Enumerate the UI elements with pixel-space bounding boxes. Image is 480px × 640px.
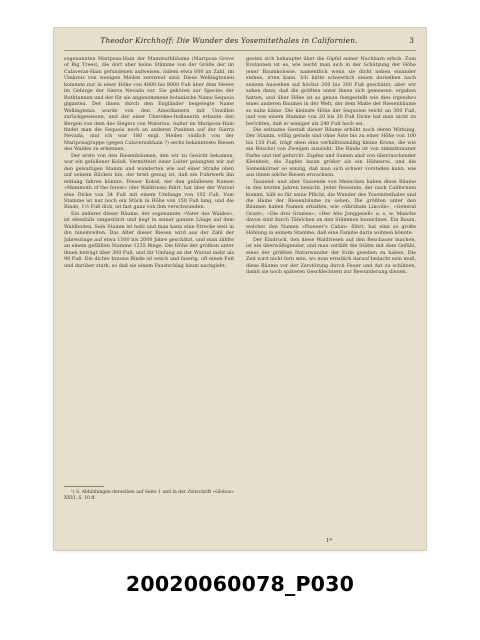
paragraph: Ein anderer dieser Bäume, der sogenannte »Vater des Waldes«, ist ebenfalls umgestürzt und liegt in seiner ganzen Länge auf dem Waldboden. Sein Stamm ist hohl und man kann eine Strecke weit in ihn hineinreiten. Das Alter dieser Riesen wird aus der Zahl der Jahresringe auf etwa 1500 bis 2000 Jahre geschätzt, und man zählte an einem gefällten Stamme 1255 Ringe. Die Höhe der größten unter ihnen beträgt über 300 Fuß, und ihr Umfang an der Wurzel mehr als 90 Fuß. Die dichte braune Rinde ist weich und faserig, oft einen Fuß und darüber stark, so daß sie einem Faustschlag kaum nachgiebt. xyxy=(64,210,234,269)
page-header xyxy=(64,36,416,51)
paragraph: Die seltsame Gestalt dieser Bäume erhöht noch deren Wirkung. Der Stamm, völlig gerade und ohne Äste bis zu einer Höhe von 100 bis 150 Fuß, trägt oben eine verhältnismäßig kleine Krone, die wie ein Büschel von Zweigen aussieht. Die Rinde ist von zimmtbrauner Farbe und tief gefurcht. Zapfen und Samen sind von überraschender Kleinheit; die Zapfen kaum größer als ein Hühnerei, und die Samenkörner so winzig, daß man sich schwer vorstellen kann, wie aus ihnen solche Riesen erwachsen. xyxy=(246,126,416,179)
paragraph: Tausend- und aber Tausende von Menschen haben diese Bäume in den letzten Jahren besucht. Jeder Reisende, der nach Californien kommt, hält es für seine Pflicht, die Wunder des Yosemitethales und die Haine der Riesenbäume zu sehen. Die größten unter den Bäumen haben Namen erhalten, wie »Abraham Lincoln«, »General Grant«, »Die drei Grazien«, »Der Alte Junggesell« u. s. w. Manche davon sind durch Täfelchen an den Stämmen bezeichnet. Ein Baum, welcher den Namen »Pioneer's Cabin« führt, hat eine so große Höhlung in seinem Stamme, daß eine Familie darin wohnen könnte. xyxy=(246,178,416,237)
signature-mark: 1* xyxy=(326,538,333,544)
left-column-body xyxy=(64,56,234,480)
paragraph: gesten sich behauptet über die Gipfel seiner Nachbarn erhob. Zum Erstaunen ist es, wie leicht man sich in der Schätzung der Höhe jener Baumkolosse, namentlich wenn sie dicht neben einander stehen, irren kann. Ich hätte schwerlich einem derselben nach seinem Aussehen auf höchst 200 bis 300 Fuß geschätzt; aber wir sahen dann, daß die größten unter ihnen sich gemessen, ergaben hatten, und über Höhe ist so genau festgestellt wie dies irgendwo eines anderen Baumes in der Welt, der dem Maße der Riesenbäume so nahe käme. Die kleinste Höhe der Sequoien reicht an 300 Fuß, und von einem Stamme von 20 bis 30 Fuß Dicke hat man nicht zu berichten, daß er weniger als 240 Fuß hoch sei. xyxy=(246,56,416,127)
left-text-column xyxy=(64,56,234,502)
scanned-page xyxy=(54,28,426,550)
footnote: ¹) S. Abbildungen derselben auf Seite 1 und in der Zeitschrift »Globus« XXVI, S. 10 ff. xyxy=(64,490,234,501)
paragraph: Der Eindruck, den diese Waldriesen auf den Beschauer machen, ist ein überwältigender, und man verläßt die Stätte mit dem Gefühl, eines der größten Naturwunder der Erde gesehen zu haben. Die Zeit wird nicht fern sein, wo man ernstlich darauf bedacht sein muß, diese Bäume vor der Zerstörung durch Feuer und Axt zu schützen, damit sie noch späteren Geschlechtern zur Bewunderung dienen. xyxy=(246,236,416,275)
paragraph: Der erste von den Riesenbäumen, den wir zu Gesicht bekamen, war ein gefallener Koloß. Vermittelst einer Leiter gelangten wir auf den gewaltigen Stamm und wanderten wie auf einer Straße oben auf seinem Rücken hin, der breit genug ist, daß ein Fuhrwerk ihn entlang fahren könnte. Dieser Koloß, der den gefallenen Namen »Mammoth of the forest« (der Waldriese) führt, hat über der Wurzel eine Dicke von 34 Fuß mit einem Umfange von 102 Fuß. Vom Stamme ist nur noch ein Stück in Höhe von 150 Fuß lang, und die Rinde, 1½ Fuß dick, ist fast ganz von ihm verschwunden. xyxy=(64,152,234,211)
paragraph: sogenannten Mariposa-Hain der Mammuthbäume (Mariposa Grove of Big Trees), die dort aber keine Stämme von der Größe der im Calaveras-Hain gefundenen aufweisen, indem etwa 600 an Zahl, im Umkreis von wenigen Meilen zerstreut sind. Diese Wellingtonien kommen nur in einer Höhe von 4800 bis 8000 Fuß über dem Meere im Gebirge der Sierra Nevada vor. Sie gehören zur Species der Rothtannen und der für sie angenommene botanische Name Sequoia gigantea. Der ihnen durch den Engländer beigelegte Name Wellingtonia wurde von den Amerikanern mit Unwillen zurückgewiesen, und der einer Cherokee-Indianerin erbaute den Bergen von dem des Siegers von Waterloo. Außer im Mariposa-Hain findet man die Sequoia noch an anderen Punkten auf der Sierra Nevada, und ich war 180 engl. Meilen südlich von der Mariposagruppe (gegen Calaveraskhain ?) sechs bekannteste Riesen des Waldes zu erkennen. xyxy=(64,56,234,153)
right-column-body xyxy=(246,56,416,526)
running-head: Theodor Kirchhoff: Die Wunder des Yosemitethales in Californien. xyxy=(100,36,358,45)
archive-id-caption: 20020060078_P030 xyxy=(125,572,355,596)
right-text-column xyxy=(246,56,416,526)
footnote-divider xyxy=(64,486,104,487)
page-number: 3 xyxy=(409,36,414,45)
